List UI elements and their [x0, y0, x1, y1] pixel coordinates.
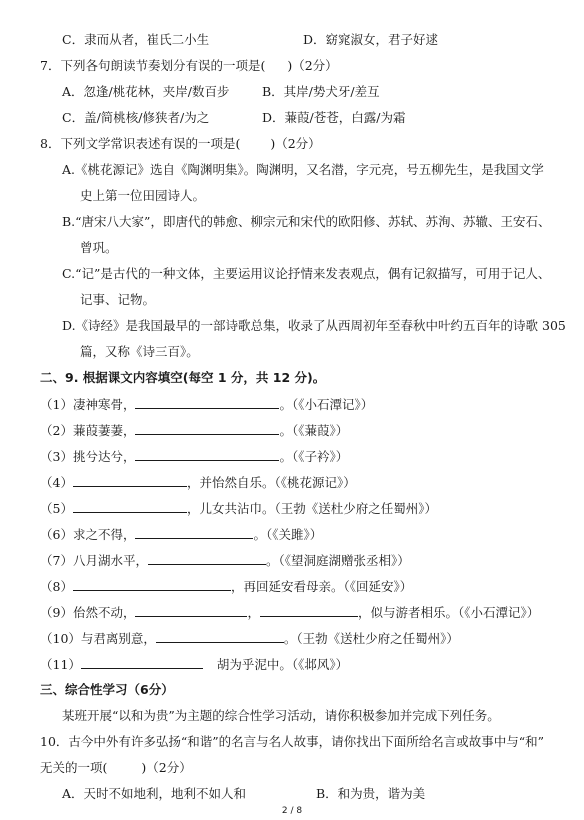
q7-option-a: A．忽逢/桃花林，夹岸/数百步	[62, 84, 230, 99]
q8-stem	[40, 136, 321, 152]
q10-stem-line2-text: 无关的一项(	[40, 760, 108, 775]
fill-item-8-prefix: （8）	[40, 579, 73, 594]
q10-stem-line2	[40, 760, 192, 776]
fill-item-11-suffix: 胡为乎泥中。（《邶风》）	[216, 657, 349, 672]
q8-stem-close: )（2分）	[270, 136, 321, 151]
q8-option-c-line2: 记事、记物。	[80, 292, 156, 307]
fill-item-1-suffix: 。（《小石潭记》）	[279, 397, 374, 412]
fill-item-1-prefix: （1）凄神寒骨，	[40, 397, 136, 412]
fill-item-7-prefix: （7）八月湖水平，	[40, 553, 148, 568]
q6-option-d: D．窈窕淑女，君子好逑	[303, 32, 439, 47]
q7-stem-text: 7．下列各句朗读节奏划分有误的一项是(	[40, 58, 266, 73]
fill-blank-7[interactable]	[148, 552, 266, 565]
fill-item-10-suffix: 。（王勃《送杜少府之任蜀州》）	[283, 631, 459, 646]
fill-blank-4[interactable]	[73, 474, 187, 487]
fill-item-4-prefix: （4）	[40, 475, 73, 490]
fill-item-7	[40, 552, 410, 569]
q8-option-b-line2: 曾巩。	[80, 240, 118, 255]
fill-item-11-prefix: （11）	[40, 657, 81, 672]
fill-item-5	[40, 500, 437, 517]
page-number: 2 / 8	[281, 806, 303, 816]
q7-option-d: D．蒹葭/苍苍，白露/为霜	[262, 110, 406, 125]
fill-item-6-suffix: 。（《关雎》）	[253, 527, 323, 542]
fill-item-11	[40, 656, 348, 673]
fill-blank-5[interactable]	[73, 500, 187, 513]
fill-item-9	[40, 604, 539, 621]
q7-stem-close: )（2分）	[287, 58, 338, 73]
section3-heading: 三、综合性学习（6分）	[40, 682, 174, 697]
fill-item-4	[40, 474, 356, 491]
fill-item-2-prefix: （2）蒹葭萋萋，	[40, 423, 136, 438]
q8-option-b-line1: B.“唐宋八大家”，即唐代的韩愈、柳宗元和宋代的欧阳修、苏轼、苏洵、苏辙、王安石、	[62, 214, 551, 229]
q8-option-d-line1: D.《诗经》是我国最早的一部诗歌总集，收录了从西周初年至春秋中叶约五百年的诗歌 305	[62, 318, 566, 333]
q7-stem	[40, 58, 338, 74]
section3-intro: 某班开展“以和为贵”为主题的综合性学习活动，请你积极参加并完成下列任务。	[62, 708, 500, 723]
section2-heading: 二、9. 根据课文内容填空(每空 1 分，共 12 分)。	[40, 370, 326, 385]
fill-item-2-suffix: 。（《蒹葭》）	[279, 423, 349, 438]
fill-item-2	[40, 422, 348, 439]
fill-blank-8[interactable]	[73, 578, 231, 591]
fill-item-4-suffix: ，并怡然自乐。（《桃花源记》）	[186, 475, 356, 490]
fill-item-9-suffix: ，似与游者相乐。（《小石潭记》）	[357, 605, 540, 620]
fill-blank-10[interactable]	[156, 630, 284, 643]
fill-item-10-prefix: （10）与君离别意，	[40, 631, 156, 646]
q7-option-b: B．其岸/势犬牙/差互	[262, 84, 380, 99]
fill-blank-1[interactable]	[135, 396, 279, 409]
q8-option-a-line2: 史上第一位田园诗人。	[80, 188, 206, 203]
fill-item-5-prefix: （5）	[40, 501, 73, 516]
fill-item-8-suffix: ，再回延安看母亲。（《回延安》）	[230, 579, 413, 594]
q8-option-d-line2: 篇，又称《诗三百》。	[80, 344, 199, 359]
q6-option-c: C．隶而从者，崔氏二小生	[62, 32, 210, 47]
q10-stem-line2-close: )（2分）	[141, 760, 192, 775]
q10-option-b: B．和为贵，谐为美	[316, 786, 426, 801]
fill-blank-6[interactable]	[135, 526, 253, 539]
fill-item-9-prefix: （9）佁然不动，	[40, 605, 136, 620]
q10-option-a: A．天时不如地利，地利不如人和	[62, 786, 247, 801]
q8-option-c-line1: C.“记”是古代的一种文体，主要运用议论抒情来发表观点，偶有记叙描写，可用于记人、	[62, 266, 551, 281]
q10-stem-line1: 10．古今中外有许多弘扬“和谐”的名言与名人故事，请你找出下面所给名言或故事中与“和”	[40, 734, 544, 749]
fill-item-5-suffix: ，儿女共沾巾。（王勃《送杜少府之任蜀州》）	[186, 501, 437, 516]
fill-item-6-prefix: （6）求之不得，	[40, 527, 136, 542]
fill-item-3	[40, 448, 348, 465]
q8-stem-text: 8．下列文学常识表述有误的一项是(	[40, 136, 241, 151]
fill-item-6	[40, 526, 322, 543]
fill-item-9-mid: ，	[247, 605, 260, 620]
fill-blank-2[interactable]	[135, 422, 279, 435]
fill-item-7-suffix: 。（《望洞庭湖赠张丞相》）	[265, 553, 410, 568]
fill-item-3-prefix: （3）挑兮达兮，	[40, 449, 136, 464]
fill-blank-11[interactable]	[81, 656, 203, 669]
fill-blank-9b[interactable]	[260, 604, 358, 617]
fill-item-10	[40, 630, 459, 647]
q7-option-c: C．盖/简桃核/修狭者/为之	[62, 110, 210, 125]
fill-blank-9a[interactable]	[135, 604, 247, 617]
q8-option-a-line1: A.《桃花源记》选自《陶渊明集》。陶渊明，又名潜，字元亮，号五柳先生，是我国文学	[62, 162, 544, 177]
fill-blank-3[interactable]	[135, 448, 279, 461]
fill-item-8	[40, 578, 412, 595]
fill-item-1	[40, 396, 373, 413]
fill-item-3-suffix: 。（《子衿》）	[279, 449, 349, 464]
